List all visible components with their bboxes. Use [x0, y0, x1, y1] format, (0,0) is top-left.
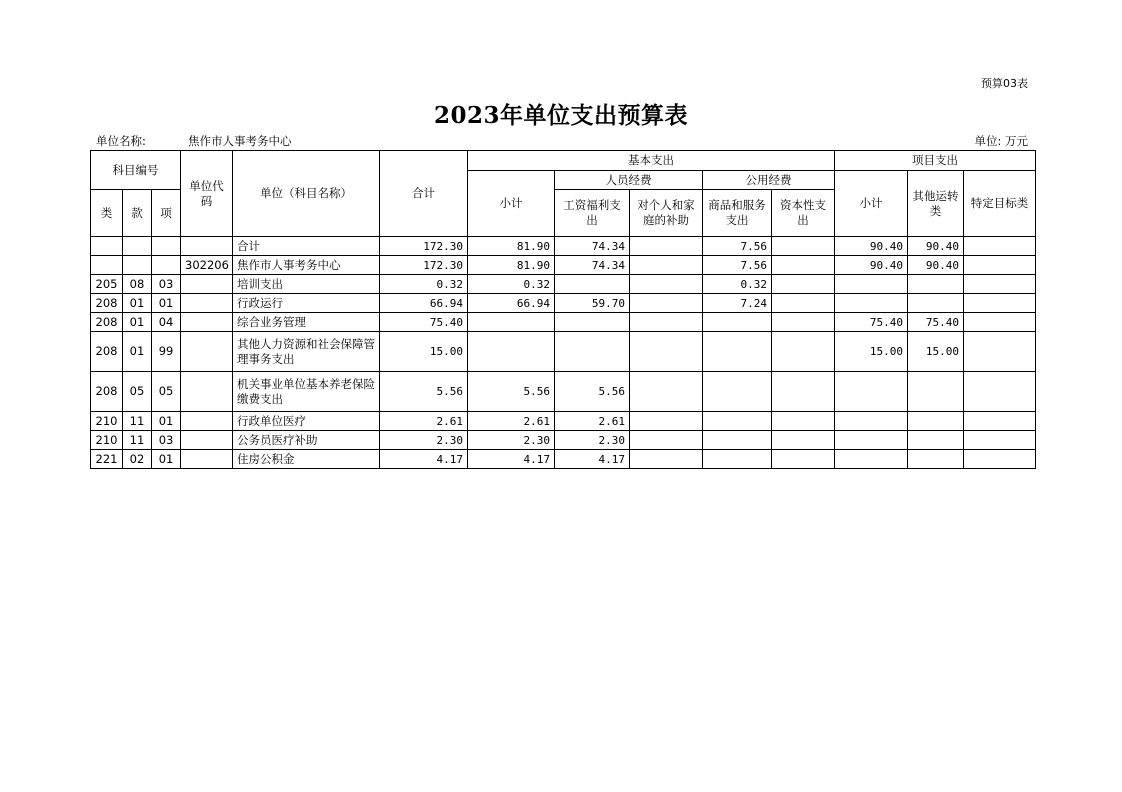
- cell-project-subtotal: [835, 450, 908, 469]
- cell-goods: [703, 313, 772, 332]
- cell-wages: 74.34: [555, 256, 630, 275]
- cell-name: 培训支出: [233, 275, 380, 294]
- cell-capital: [772, 431, 835, 450]
- cell-capital: [772, 332, 835, 372]
- table-row: [91, 294, 1036, 313]
- cell-other-transfer: [908, 450, 964, 469]
- cell-unit-code: [181, 313, 233, 332]
- cell-unit-code: [181, 237, 233, 256]
- cell-other-transfer: [908, 431, 964, 450]
- budget-table: [90, 150, 1036, 469]
- cell-xiang: 01: [152, 294, 181, 313]
- cell-kuan: 08: [123, 275, 152, 294]
- cell-basic-subtotal: 2.30: [468, 431, 555, 450]
- table-row: [91, 256, 1036, 275]
- cell-unit-code: [181, 431, 233, 450]
- cell-individual: [630, 372, 703, 412]
- cell-xiang: 01: [152, 450, 181, 469]
- cell-specific-target: [964, 256, 1036, 275]
- cell-xiang: 04: [152, 313, 181, 332]
- table-row: [91, 275, 1036, 294]
- cell-wages: 74.34: [555, 237, 630, 256]
- page-title: 2023年单位支出预算表: [433, 102, 688, 129]
- cell-name: 公务员医疗补助: [233, 431, 380, 450]
- cell-goods: 7.24: [703, 294, 772, 313]
- cell-project-subtotal: 75.40: [835, 313, 908, 332]
- cell-unit-code: [181, 450, 233, 469]
- table-row: [91, 412, 1036, 431]
- cell-specific-target: [964, 294, 1036, 313]
- cell-xiang: 03: [152, 275, 181, 294]
- cell-lei: 210: [91, 431, 123, 450]
- cell-other-transfer: 90.40: [908, 237, 964, 256]
- cell-project-subtotal: [835, 431, 908, 450]
- cell-xiang: 05: [152, 372, 181, 412]
- cell-xiang: [152, 256, 181, 275]
- header-capital: 资本性支出: [772, 190, 835, 237]
- cell-capital: [772, 313, 835, 332]
- cell-project-subtotal: [835, 275, 908, 294]
- cell-kuan: 01: [123, 332, 152, 372]
- cell-lei: [91, 256, 123, 275]
- header-xiang: 项: [152, 190, 181, 237]
- cell-lei: 208: [91, 372, 123, 412]
- cell-unit-code: [181, 332, 233, 372]
- cell-capital: [772, 412, 835, 431]
- cell-wages: 2.30: [555, 431, 630, 450]
- cell-total: 4.17: [380, 450, 468, 469]
- cell-other-transfer: [908, 412, 964, 431]
- header-lei: 类: [91, 190, 123, 237]
- cell-total: 5.56: [380, 372, 468, 412]
- cell-total: 2.30: [380, 431, 468, 450]
- cell-specific-target: [964, 412, 1036, 431]
- cell-name: 行政单位医疗: [233, 412, 380, 431]
- currency-unit: 单位: 万元: [974, 134, 1028, 148]
- header-unit-code: 单位代码: [181, 151, 233, 237]
- cell-project-subtotal: 15.00: [835, 332, 908, 372]
- cell-individual: [630, 275, 703, 294]
- cell-other-transfer: 90.40: [908, 256, 964, 275]
- cell-other-transfer: [908, 372, 964, 412]
- header-project-subtotal: 小计: [835, 171, 908, 237]
- cell-project-subtotal: [835, 412, 908, 431]
- header-individual-subsidy: 对个人和家庭的补助: [630, 190, 703, 237]
- cell-capital: [772, 275, 835, 294]
- cell-total: 172.30: [380, 256, 468, 275]
- cell-goods: [703, 332, 772, 372]
- cell-wages: 59.70: [555, 294, 630, 313]
- cell-specific-target: [964, 431, 1036, 450]
- cell-specific-target: [964, 313, 1036, 332]
- cell-unit-code: [181, 275, 233, 294]
- cell-lei: 221: [91, 450, 123, 469]
- cell-kuan: [123, 237, 152, 256]
- cell-goods: 7.56: [703, 237, 772, 256]
- header-goods-services: 商品和服务支出: [703, 190, 772, 237]
- cell-unit-code: [181, 372, 233, 412]
- table-row: [91, 372, 1036, 412]
- cell-total: 2.61: [380, 412, 468, 431]
- header-personnel-funds: 人员经费: [555, 171, 703, 190]
- header-basic-subtotal: 小计: [468, 171, 555, 237]
- cell-goods: [703, 450, 772, 469]
- cell-other-transfer: [908, 294, 964, 313]
- table-row: [91, 431, 1036, 450]
- cell-lei: 208: [91, 294, 123, 313]
- table-row: [91, 332, 1036, 372]
- cell-total: 15.00: [380, 332, 468, 372]
- cell-individual: [630, 294, 703, 313]
- cell-individual: [630, 412, 703, 431]
- cell-specific-target: [964, 372, 1036, 412]
- cell-lei: 208: [91, 313, 123, 332]
- table-row: [91, 313, 1036, 332]
- header-public-funds: 公用经费: [703, 171, 835, 190]
- cell-capital: [772, 450, 835, 469]
- cell-other-transfer: 75.40: [908, 313, 964, 332]
- header-project-expenditure: 项目支出: [835, 151, 1036, 171]
- cell-basic-subtotal: 2.61: [468, 412, 555, 431]
- cell-goods: 7.56: [703, 256, 772, 275]
- cell-other-transfer: [908, 275, 964, 294]
- cell-name: 住房公积金: [233, 450, 380, 469]
- cell-kuan: 01: [123, 313, 152, 332]
- cell-individual: [630, 237, 703, 256]
- header-wages: 工资福利支出: [555, 190, 630, 237]
- header-subject-code: 科目编号: [91, 151, 181, 190]
- cell-wages: [555, 275, 630, 294]
- form-number: 预算03表: [981, 77, 1028, 90]
- cell-individual: [630, 431, 703, 450]
- cell-xiang: 01: [152, 412, 181, 431]
- cell-capital: [772, 256, 835, 275]
- cell-capital: [772, 237, 835, 256]
- cell-goods: [703, 431, 772, 450]
- cell-project-subtotal: [835, 372, 908, 412]
- cell-kuan: 02: [123, 450, 152, 469]
- table-row: [91, 450, 1036, 469]
- cell-kuan: 01: [123, 294, 152, 313]
- cell-project-subtotal: [835, 294, 908, 313]
- cell-kuan: 11: [123, 412, 152, 431]
- cell-name: 综合业务管理: [233, 313, 380, 332]
- cell-kuan: [123, 256, 152, 275]
- cell-total: 0.32: [380, 275, 468, 294]
- header-total: 合计: [380, 151, 468, 237]
- cell-kuan: 11: [123, 431, 152, 450]
- cell-kuan: 05: [123, 372, 152, 412]
- cell-project-subtotal: 90.40: [835, 237, 908, 256]
- cell-individual: [630, 313, 703, 332]
- header-kuan: 款: [123, 190, 152, 237]
- cell-specific-target: [964, 332, 1036, 372]
- cell-goods: [703, 412, 772, 431]
- cell-wages: 4.17: [555, 450, 630, 469]
- cell-specific-target: [964, 450, 1036, 469]
- cell-total: 172.30: [380, 237, 468, 256]
- cell-basic-subtotal: 81.90: [468, 256, 555, 275]
- cell-basic-subtotal: 81.90: [468, 237, 555, 256]
- cell-basic-subtotal: [468, 313, 555, 332]
- cell-xiang: 03: [152, 431, 181, 450]
- cell-xiang: 99: [152, 332, 181, 372]
- cell-individual: [630, 256, 703, 275]
- cell-specific-target: [964, 275, 1036, 294]
- unit-name-value: 焦作市人事考务中心: [188, 134, 292, 148]
- cell-lei: 205: [91, 275, 123, 294]
- unit-name-label: 单位名称:: [96, 134, 146, 148]
- table-row: [91, 237, 1036, 256]
- cell-project-subtotal: 90.40: [835, 256, 908, 275]
- cell-unit-code: [181, 294, 233, 313]
- cell-name: 合计: [233, 237, 380, 256]
- cell-other-transfer: 15.00: [908, 332, 964, 372]
- cell-capital: [772, 372, 835, 412]
- cell-basic-subtotal: 5.56: [468, 372, 555, 412]
- cell-individual: [630, 332, 703, 372]
- header-other-transfer: 其他运转类: [908, 171, 964, 237]
- cell-wages: [555, 313, 630, 332]
- cell-xiang: [152, 237, 181, 256]
- cell-total: 66.94: [380, 294, 468, 313]
- cell-goods: 0.32: [703, 275, 772, 294]
- cell-name: 焦作市人事考务中心: [233, 256, 380, 275]
- header-specific-target: 特定目标类: [964, 171, 1036, 237]
- header-basic-expenditure: 基本支出: [468, 151, 835, 171]
- cell-lei: [91, 237, 123, 256]
- cell-lei: 210: [91, 412, 123, 431]
- cell-specific-target: [964, 237, 1036, 256]
- cell-total: 75.40: [380, 313, 468, 332]
- header-unit-subject-name: 单位（科目名称）: [233, 151, 380, 237]
- cell-basic-subtotal: 0.32: [468, 275, 555, 294]
- cell-basic-subtotal: 66.94: [468, 294, 555, 313]
- cell-name: 其他人力资源和社会保障管理事务支出: [233, 332, 380, 372]
- cell-lei: 208: [91, 332, 123, 372]
- cell-basic-subtotal: 4.17: [468, 450, 555, 469]
- cell-name: 行政运行: [233, 294, 380, 313]
- cell-individual: [630, 450, 703, 469]
- cell-unit-code: [181, 412, 233, 431]
- cell-basic-subtotal: [468, 332, 555, 372]
- cell-capital: [772, 294, 835, 313]
- cell-name: 机关事业单位基本养老保险缴费支出: [233, 372, 380, 412]
- cell-unit-code: 302206: [181, 256, 233, 275]
- cell-wages: 2.61: [555, 412, 630, 431]
- cell-goods: [703, 372, 772, 412]
- cell-wages: [555, 332, 630, 372]
- cell-wages: 5.56: [555, 372, 630, 412]
